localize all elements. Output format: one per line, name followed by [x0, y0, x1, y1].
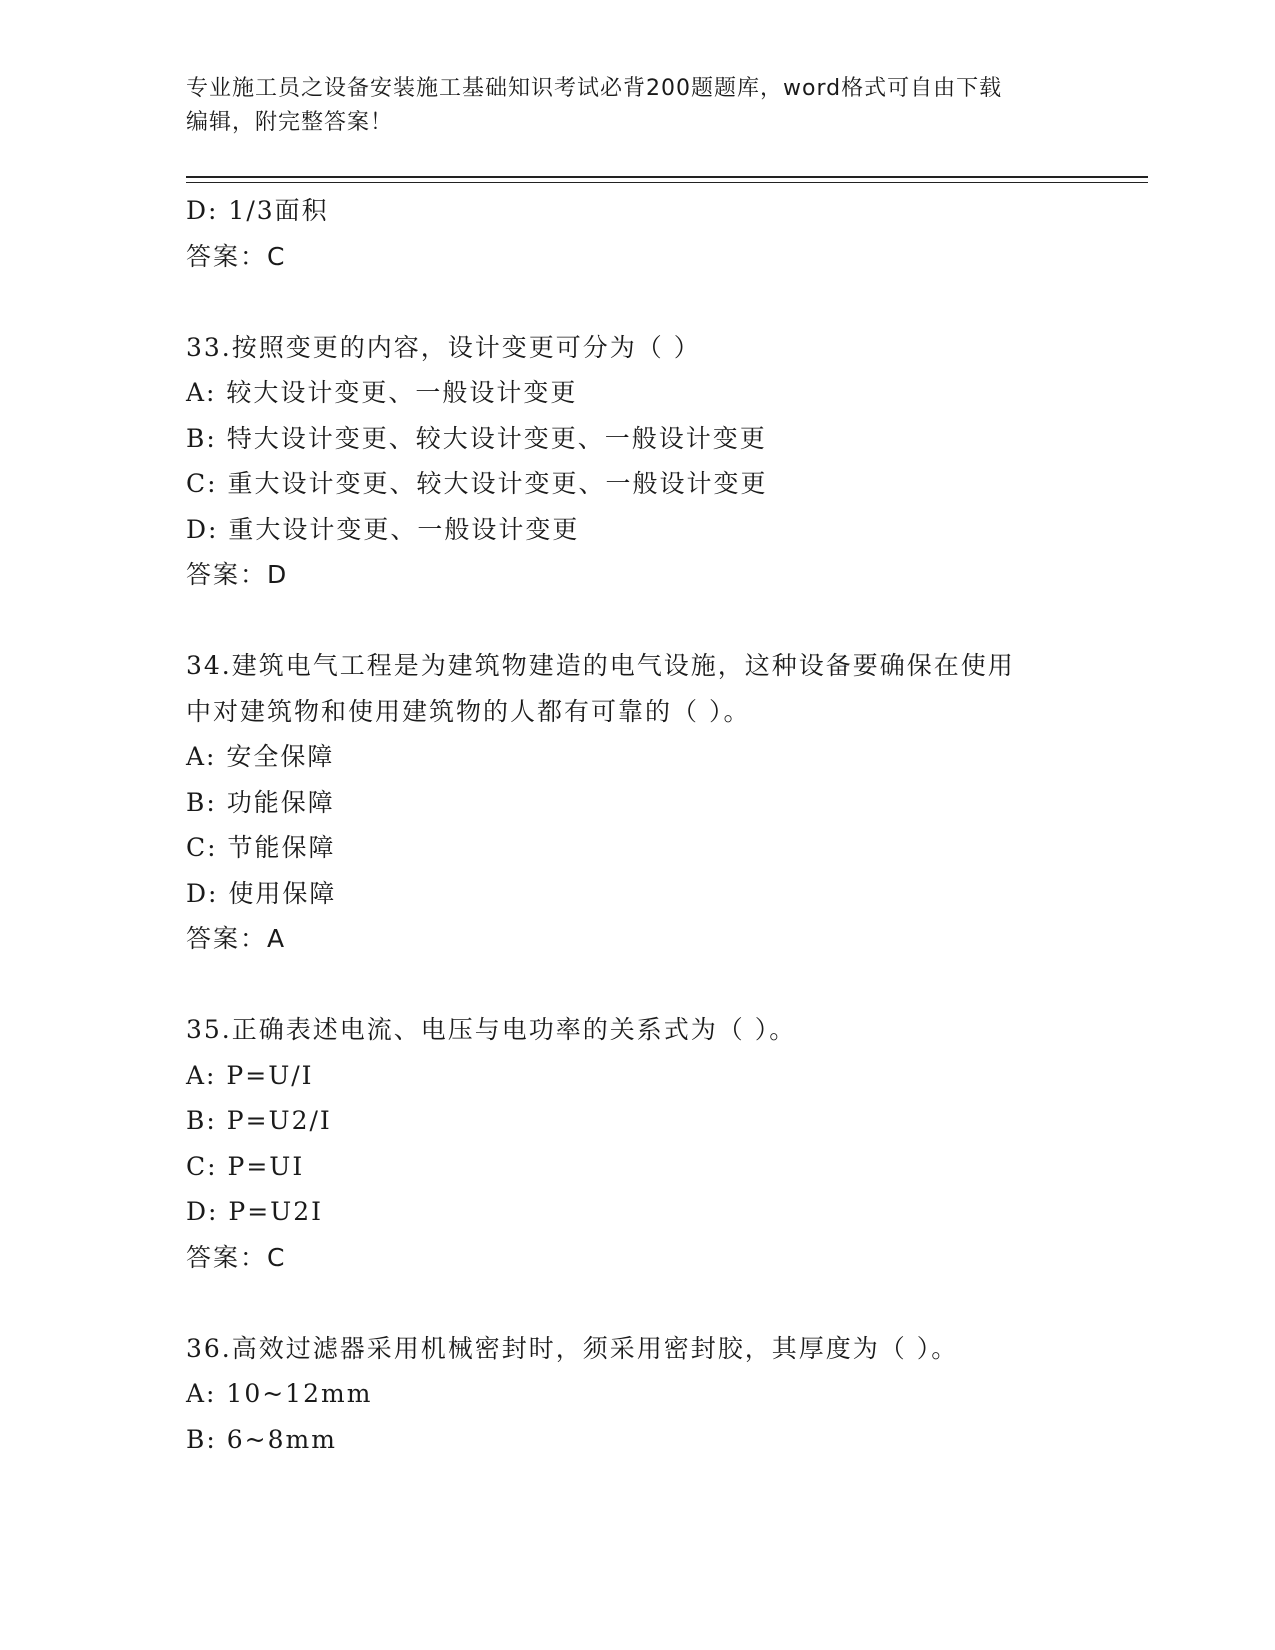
- spacer: [186, 1280, 1148, 1326]
- question-33: [186, 325, 1148, 598]
- spacer: [186, 598, 1148, 644]
- option-c: C: 节能保障: [186, 833, 336, 862]
- previous-option-d: D: 1/3面积: [186, 196, 329, 225]
- previous-answer: 答案：C: [186, 241, 287, 271]
- question-36: [186, 1326, 1148, 1463]
- header-divider-thin: [186, 182, 1148, 183]
- spacer: [186, 962, 1148, 1008]
- header-title-line-2: 编辑，附完整答案！: [186, 110, 394, 135]
- answer: 答案：A: [186, 924, 287, 953]
- option-b: B: 功能保障: [186, 787, 335, 817]
- option-a: A: 10~12mm: [186, 1379, 373, 1408]
- answer: 答案：D: [186, 560, 289, 589]
- question-stem-continued: 中对建筑物和使用建筑物的人都有可靠的（ ）。: [186, 696, 751, 726]
- option-a: A: P=U/I: [186, 1060, 314, 1090]
- option-c: C: P=UI: [186, 1151, 305, 1181]
- option-a: A: 较大设计变更、一般设计变更: [186, 378, 578, 407]
- header-divider-thick: [186, 176, 1148, 178]
- question-stem: 35.正确表述电流、电压与电功率的关系式为（ ）。: [186, 1015, 797, 1044]
- option-d: D: P=U2I: [186, 1197, 324, 1226]
- option-b: B: 特大设计变更、较大设计变更、一般设计变更: [186, 423, 767, 453]
- answer: 答案：C: [186, 1242, 287, 1272]
- option-b: B: P=U2/I: [186, 1106, 332, 1135]
- question-list: [186, 188, 1148, 1462]
- question-35: [186, 1007, 1148, 1280]
- option-d: D: 重大设计变更、一般设计变更: [186, 514, 580, 544]
- option-a: A: 安全保障: [186, 742, 335, 771]
- document-header: [186, 72, 1086, 140]
- option-d: D: 使用保障: [186, 878, 337, 908]
- header-title-line-1: 专业施工员之设备安装施工基础知识考试必背200题题库，word格式可自由下载: [186, 76, 1003, 101]
- question-34: [186, 643, 1148, 962]
- spacer: [186, 279, 1148, 325]
- question-stem: 33.按照变更的内容，设计变更可分为（ ）: [186, 332, 701, 362]
- question-stem: 36.高效过滤器采用机械密封时，须采用密封胶，其厚度为（ ）。: [186, 1333, 959, 1363]
- option-b: B: 6~8mm: [186, 1424, 337, 1454]
- option-c: C: 重大设计变更、较大设计变更、一般设计变更: [186, 469, 768, 498]
- question-stem: 34.建筑电气工程是为建筑物建造的电气设施，这种设备要确保在使用: [186, 651, 1015, 680]
